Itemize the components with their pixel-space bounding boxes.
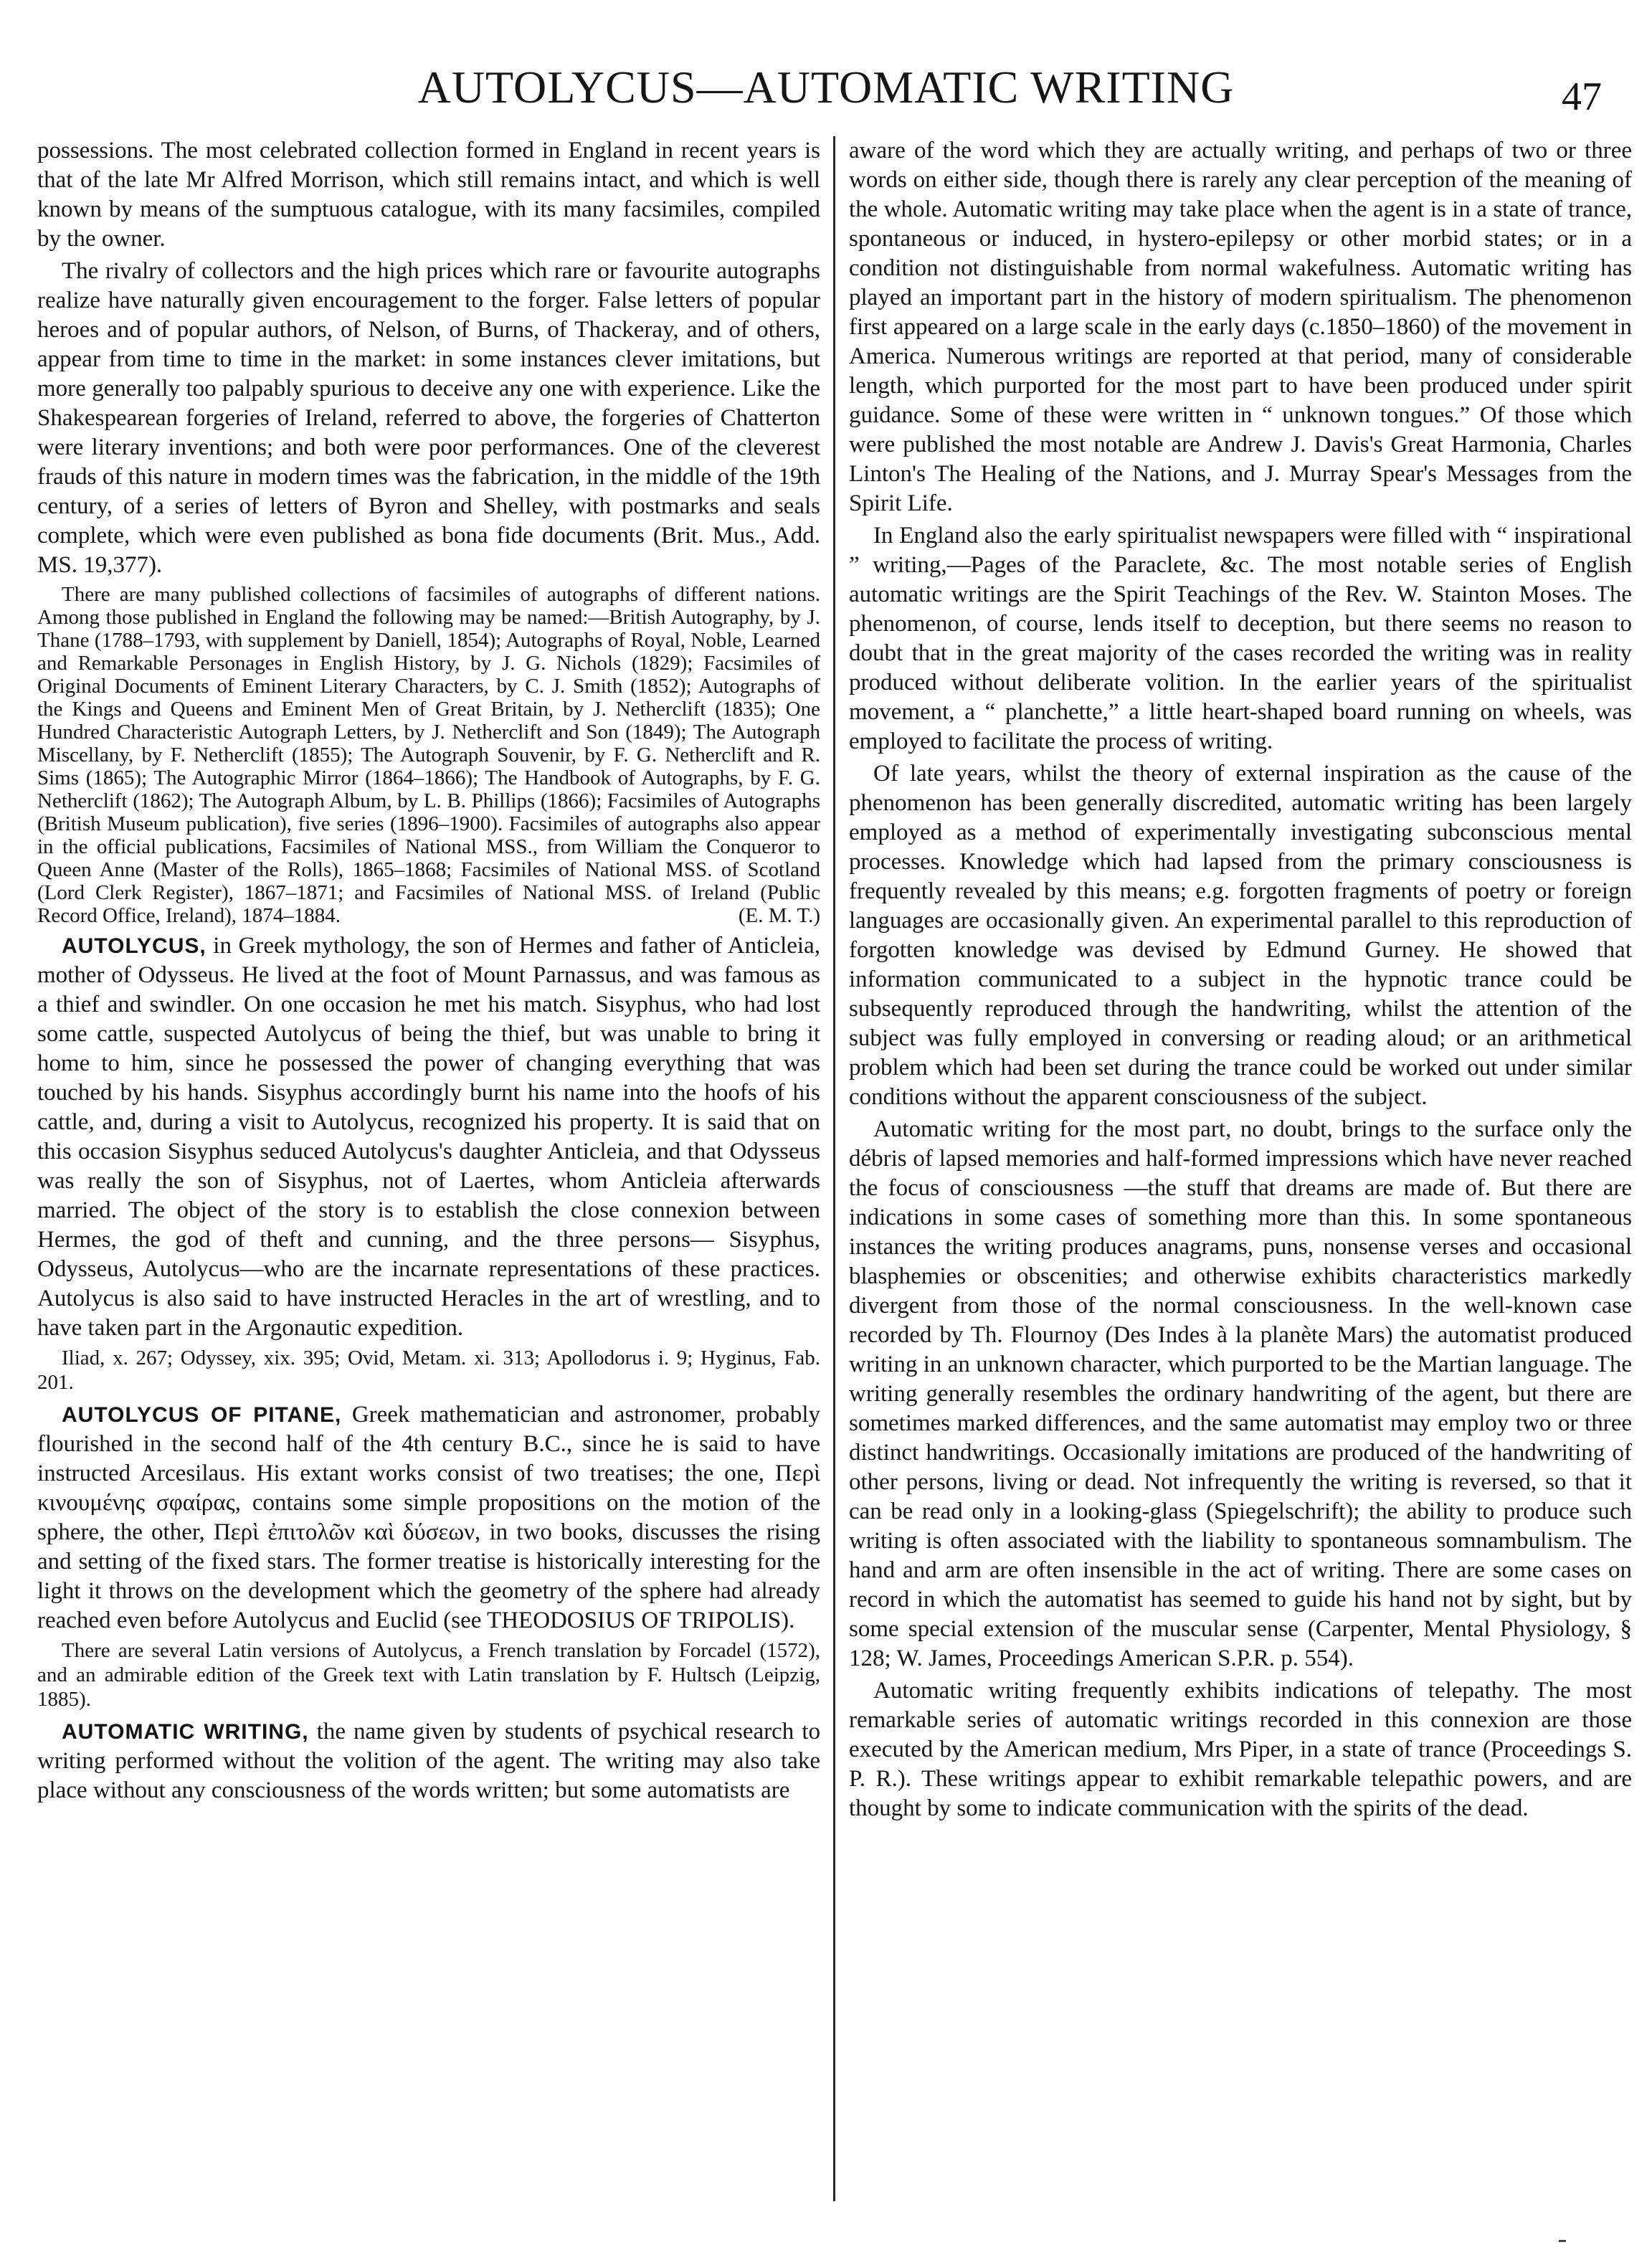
autographs-paragraph-1: possessions. The most celebrated collection formed in England in recent years is that of the late Mr Alfred Morrison, which still remains intact, and which is well known by means of the sumptuous catalogue, with its many facsimiles, compiled by the owner. bbox=[37, 138, 820, 252]
pitane-note: There are several Latin versions of Autolycus, a French translation by Forcadel (1572), and an admirable edition of the Greek text with Latin translation by F. Hultsch (Leipzig, 1885). bbox=[37, 1639, 820, 1711]
autographs-bibliography bbox=[37, 583, 820, 927]
automatic-writing-entry bbox=[37, 1717, 820, 1805]
autolycus-of-pitane-entry bbox=[37, 1400, 820, 1635]
autolycus-text: in Greek mythology, the son of Hermes and father of Anticleia, mother of Odysseus. He lived at the foot of Mount Parnassus, and was famous as a thief and swindler. On one occasion he met his match. Sisyphus, who had lost some cattle, suspected Autolycus of being the thief, but was unable to bring it home to him, since he possessed the power of changing everything that was touched by his hands. Sisyphus accordingly burnt his name into the hoofs of his cattle, and, during a visit to Autolycus, recognized his property. It is said that on this occasion Sisyphus seduced Autolycus's daughter Anticleia, and that Odysseus was really the son of Sisyphus, not of Laertes, whom Anticleia afterwards married. The object of the story is to establish the close connexion between Hermes, the god of theft and cunning, and the three persons— Sisyphus, Odysseus, Autolycus—who are the incarnate representations of these practices. Autolycus is also said to have instructed Heracles in the art of wrestling, and to have taken part in the Argonautic expedition. bbox=[37, 933, 820, 1341]
left-column bbox=[37, 136, 820, 2201]
autolycus-entry bbox=[37, 931, 820, 1343]
autolycus-headword: AUTOLYCUS, bbox=[62, 934, 206, 958]
automatic-writing-text: the name given by students of psychical research to writing performed without the volition of the agent. The writing may also take place without any consciousness of the words written; but some automatists are bbox=[37, 1719, 820, 1803]
automatic-writing-paragraph-2: In England also the early spiritualist newspapers were filled with “ inspirational ” writing,—Pages of the Paraclete, &c. The most notable series of English automatic writings are the Spirit Teachings of the Rev. W. Stainton Moses. The phenomenon, of course, lends itself to deception, but there seems no reason to doubt that in the great majority of the cases recorded the writing was in reality produced without deliberate volition. In the earlier years of the spiritualist movement, a “ planchette,” a little heart-shaped board running on wheels, was employed to facilitate the process of writing. bbox=[849, 523, 1632, 754]
printer-mark bbox=[1559, 2240, 1566, 2242]
automatic-writing-paragraph-5: Automatic writing frequently exhibits indications of telepathy. The most remarkable series of automatic writings recorded in this connexion are those executed by the American medium, Mrs Piper, in a state of trance (Proceedings S. P. R.). These writings appear to exhibit remarkable telepathic powers, and are thought by some to indicate communication with the spirits of the dead. bbox=[849, 1678, 1632, 1821]
column-divider bbox=[833, 136, 835, 2201]
author-signature: (E. M. T.) bbox=[738, 904, 820, 927]
automatic-writing-paragraph-4: Automatic writing for the most part, no doubt, brings to the surface only the débris of lapsed memories and half-formed impressions which have never reached the focus of consciousness —the stuff that dreams are made of. But there are indications in some cases of something more than this. In some spontaneous instances the writing produces anagrams, puns, nonsense verses and occasional blasphemies or obscenities; and otherwise exhibits characteristics markedly divergent from those of the normal consciousness. In the well-known case recorded by Th. Flournoy (Des Indes à la planète Mars) the automatist produced writing in an unknown character, which purported to be the Martian language. The writing generally resembles the ordinary handwriting of the agent, but there are sometimes marked differences, and the same automatist may employ two or three distinct handwritings. Occasionally imitations are produced of the handwriting of other persons, living or dead. Not infrequently the writing is reversed, so that it can be read only in a looking-glass (Spiegelschrift); the ability to produce such writing is often associated with the liability to spontaneous somnambulism. The hand and arm are often insensible in the act of writing. There are some cases on record in which the automatist has seemed to guide his hand not by sight, but by some special extension of the muscular sense (Carpenter, Mental Physiology, § 128; W. James, Proceedings American S.P.R. p. 554). bbox=[849, 1116, 1632, 1671]
right-column bbox=[849, 136, 1632, 2201]
pitane-text: Greek mathematician and astronomer, probably flourished in the second half of the 4th century B.C., since he is said to have instructed Arcesilaus. His extant works consist of two treatises; the one, Περὶ κινουμένης σφαίρας, contains some simple propositions on the motion of the sphere, the other, Περὶ ἐπιτολῶν καὶ δύσεων, in two books, discusses the rising and setting of the fixed stars. The former treatise is historically interesting for the light it throws on the development which the geometry of the sphere had already reached even before Autolycus and Euclid (see THEODOSIUS OF TRIPOLIS). bbox=[37, 1402, 820, 1633]
page-number: 47 bbox=[1562, 75, 1602, 119]
running-title: AUTOLYCUS—AUTOMATIC WRITING bbox=[417, 62, 1235, 113]
pitane-headword: AUTOLYCUS OF PITANE, bbox=[62, 1403, 342, 1427]
autolycus-sources: Iliad, x. 267; Odyssey, xix. 395; Ovid, Metam. xi. 313; Apollodorus i. 9; Hyginus, Fab. 201. bbox=[37, 1347, 820, 1394]
bibliography-text: There are many published collections of facsimiles of autographs of different nations. Among those published in England the following may be named:—British Autography, by J. Thane (1788–1793, with supplement by Daniell, 1854); Autographs of Royal, Noble, Learned and Remarkable Personages in English History, by J. G. Nichols (1829); Facsimiles of Original Documents of Eminent Literary Characters, by C. J. Smith (1852); Autographs of the Kings and Queens and Eminent Men of Great Britain, by J. Netherclift (1835); One Hundred Characteristic Autograph Letters, by J. Netherclift and Son (1849); The Autograph Miscellany, by F. Netherclift (1855); The Autograph Souvenir, by F. G. Netherclift and R. Sims (1865); The Autographic Mirror (1864–1866); The Handbook of Autographs, by F. G. Netherclift (1862); The Autograph Album, by L. B. Phillips (1866); Facsimiles of Autographs (British Museum publication), five series (1896–1900). Facsimiles of autographs also appear in the official publications, Facsimiles of National MSS., from William the Conqueror to Queen Anne (Master of the Rolls), 1865–1868; Facsimiles of National MSS. of Scotland (Lord Clerk Register), 1867–1871; and Facsimiles of National MSS. of Ireland (Public Record Office, Ireland), 1874–1884. bbox=[37, 583, 820, 927]
automatic-writing-paragraph-3: Of late years, whilst the theory of external inspiration as the cause of the phenomenon has been generally discredited, automatic writing has been largely employed as a method of experimentally investigating subconscious mental processes. Knowledge which had lapsed from the primary consciousness is frequently revealed by this means; e.g. forgotten fragments of poetry or foreign languages are occasionally given. An experimental parallel to this reproduction of forgotten knowledge was devised by Edmund Gurney. He showed that information communicated to a subject in the hypnotic trance could be subsequently reproduced through the handwriting, whilst the attention of the subject was fully employed in conversing or reading aloud; or an arithmetical problem which had been set during the trance could be worked out under similar conditions without the apparent consciousness of the subject. bbox=[849, 761, 1632, 1110]
automatic-writing-headword: AUTOMATIC WRITING, bbox=[62, 1720, 309, 1744]
autographs-paragraph-2: The rivalry of collectors and the high prices which rare or favourite autographs realize have naturally given encouragement to the forger. False letters of popular heroes and of popular authors, of Nelson, of Burns, of Thackeray, and of others, appear from time to time in the market: in some instances clever imitations, but more generally too palpably spurious to deceive any one with experience. Like the Shakespearean forgeries of Ireland, referred to above, the forgeries of Chatterton were literary inventions; and both were poor performances. One of the cleverest frauds of this nature in modern times was the fabrication, in the middle of the 19th century, of a series of letters of Byron and Shelley, with postmarks and seals complete, which were even published as bona fide documents (Brit. Mus., Add. MS. 19,377). bbox=[37, 258, 820, 578]
automatic-writing-paragraph-1: aware of the word which they are actually writing, and perhaps of two or three words on either side, though there is rarely any clear perception of the meaning of the whole. Automatic writing may take place when the agent is in a state of trance, spontaneous or induced, in hystero-epilepsy or other morbid states; or in a condition not distinguishable from normal wakefulness. Automatic writing has played an important part in the history of modern spiritualism. The phenomenon first appeared on a large scale in the early days (c.1850–1860) of the movement in America. Numerous writings are reported at that period, many of considerable length, which purported for the most part to have been produced under spirit guidance. Some of these were written in “ unknown tongues.” Of those which were published the most notable are Andrew J. Davis's Great Harmonia, Charles Linton's The Healing of the Nations, and J. Murray Spear's Messages from the Spirit Life. bbox=[849, 138, 1632, 516]
